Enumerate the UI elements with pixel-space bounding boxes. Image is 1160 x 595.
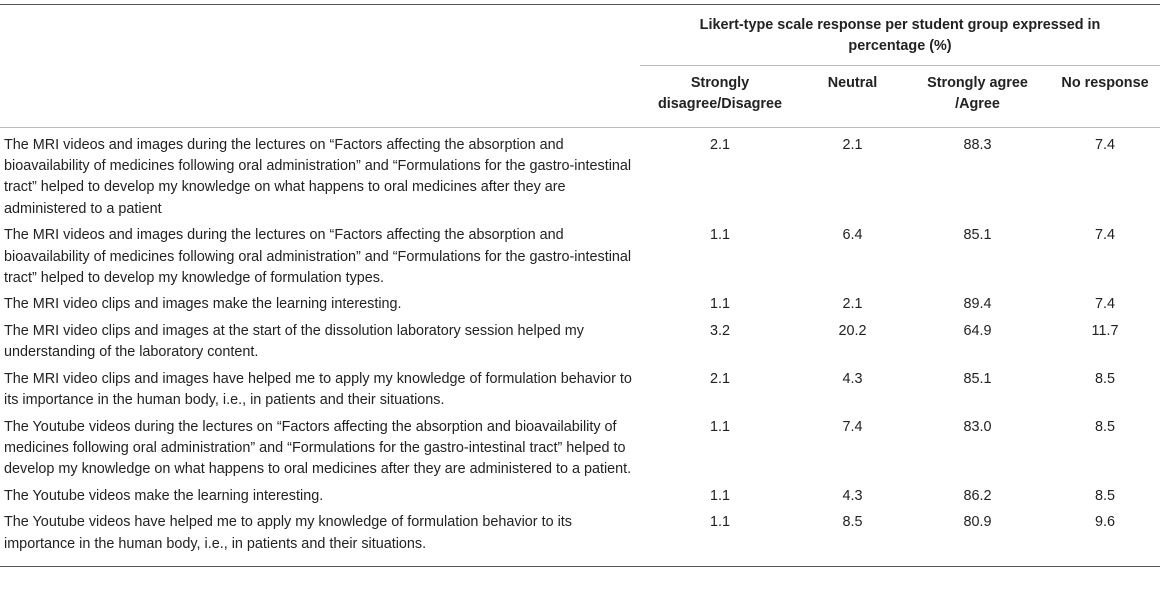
disagree-cell: 1.1 — [709, 487, 730, 504]
agree-cell: 86.2 — [963, 487, 992, 504]
no-response-cell: 8.5 — [1095, 418, 1116, 435]
statement-cell: The Youtube videos make the learning interesting. — [4, 487, 324, 504]
disagree-cell: 1.1 — [640, 510, 800, 566]
neutral-cell: 6.4 — [842, 227, 863, 244]
column-header-agree: Strongly agree /Agree — [905, 65, 1050, 127]
neutral-cell: 2.1 — [842, 296, 863, 313]
agree-cell: 85.1 — [963, 370, 992, 387]
agree-cell: 64.9 — [963, 322, 992, 339]
disagree-cell: 1.1 — [709, 418, 730, 435]
statement-cell: The Youtube videos during the lectures on “Factors affecting the absorption and bioavailability of medicines following oral administration” and “Formulations for the gastro-intestinal tract” helped to develop my knowledge on what happens to oral medicines after they are administered to a patient. — [4, 418, 632, 478]
no-response-cell: 7.4 — [1095, 227, 1116, 244]
table-row — [0, 223, 1160, 292]
column-header-neutral: Neutral — [800, 65, 905, 127]
disagree-cell: 2.1 — [709, 136, 730, 153]
table-row — [0, 292, 1160, 318]
table-row — [0, 367, 1160, 415]
table-row — [0, 510, 1160, 566]
neutral-cell: 4.3 — [842, 487, 863, 504]
table-row — [0, 127, 1160, 223]
column-header-no-response: No response — [1050, 65, 1160, 127]
statement-cell: The MRI videos and images during the lectures on “Factors affecting the absorption and bioavailability of medicines following oral administration” and “Formulations for the gastro-intestinal tract” helped to develop my knowledge of formulation types. — [4, 227, 632, 287]
neutral-cell: 7.4 — [842, 418, 863, 435]
agree-cell: 83.0 — [963, 418, 992, 435]
group-header-title: Likert-type scale response per student group expressed in percentage (%) — [640, 5, 1160, 66]
agree-cell: 88.3 — [963, 136, 992, 153]
disagree-cell: 1.1 — [709, 227, 730, 244]
no-response-cell: 8.5 — [1095, 370, 1116, 387]
table-row — [0, 319, 1160, 367]
header-blank-cell — [0, 5, 640, 66]
disagree-cell: 3.2 — [709, 322, 730, 339]
no-response-cell: 9.6 — [1050, 510, 1160, 566]
table-column-header-row — [0, 65, 1160, 127]
statement-cell: The MRI videos and images during the lectures on “Factors affecting the absorption and bioavailability of medicines following oral administration” and “Formulations for the gastro-intestinal tract” helped to develop my knowledge on what happens to oral medicines after they are administered to a patient — [4, 136, 632, 217]
no-response-cell: 7.4 — [1095, 136, 1116, 153]
column-header-disagree: Strongly disagree/Disagree — [640, 65, 800, 127]
neutral-cell: 4.3 — [842, 370, 863, 387]
table-row — [0, 484, 1160, 510]
disagree-cell: 1.1 — [709, 296, 730, 313]
table-group-header-row — [0, 5, 1160, 66]
agree-cell: 80.9 — [905, 510, 1050, 566]
neutral-cell: 8.5 — [800, 510, 905, 566]
disagree-cell: 2.1 — [709, 370, 730, 387]
table-row — [0, 415, 1160, 484]
statement-cell: The MRI video clips and images at the start of the dissolution laboratory session helped my understanding of the laboratory content. — [4, 322, 584, 361]
no-response-cell: 8.5 — [1095, 487, 1116, 504]
no-response-cell: 11.7 — [1091, 322, 1119, 339]
neutral-cell: 20.2 — [838, 322, 867, 339]
neutral-cell: 2.1 — [842, 136, 863, 153]
agree-cell: 85.1 — [963, 227, 992, 244]
no-response-cell: 7.4 — [1095, 296, 1116, 313]
likert-results-table — [0, 4, 1160, 567]
statement-cell: The MRI video clips and images make the learning interesting. — [4, 296, 402, 313]
statement-cell: The MRI video clips and images have helped me to apply my knowledge of formulation behavior to its importance in the human body, i.e., in patients and their situations. — [4, 370, 632, 409]
statement-cell: The Youtube videos have helped me to apply my knowledge of formulation behavior to its importance in the human body, i.e., in patients and their situations. — [0, 510, 640, 566]
column-header-blank-cell — [0, 65, 640, 127]
agree-cell: 89.4 — [963, 296, 992, 313]
